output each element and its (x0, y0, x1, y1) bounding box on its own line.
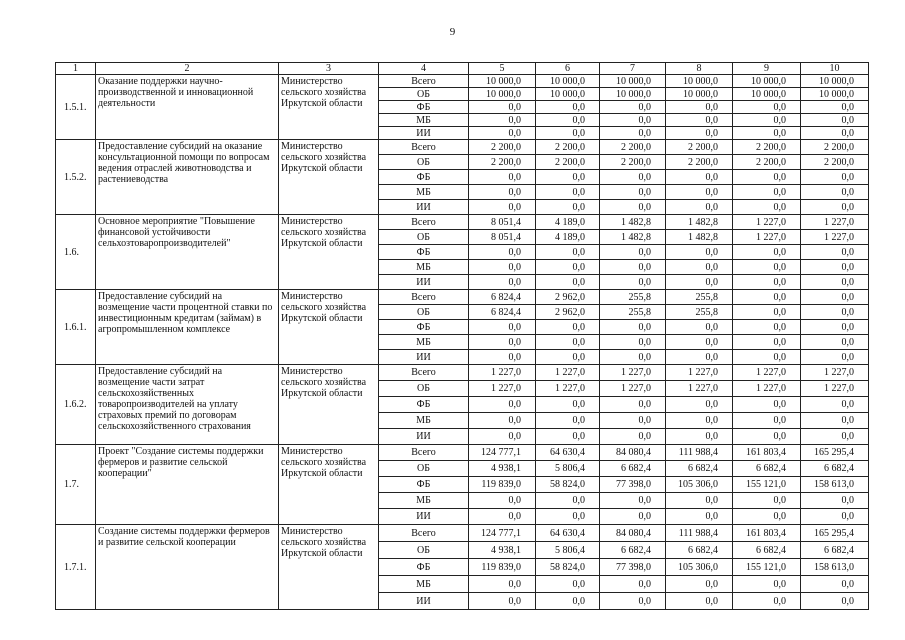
item-name-cell: Основное мероприятие "Повышение финансовой устойчивости сельхозтоваропроизводителей" (96, 215, 279, 290)
item-number-cell: 1.5.1. (56, 75, 96, 140)
value-cell: 0,0 (536, 275, 600, 290)
table-row (56, 75, 869, 88)
funding-source-cell: Всего (379, 215, 469, 230)
value-cell: 0,0 (801, 397, 869, 413)
value-cell: 0,0 (733, 260, 801, 275)
value-cell: 10 000,0 (666, 75, 733, 88)
value-cell: 0,0 (600, 397, 666, 413)
value-cell: 0,0 (733, 320, 801, 335)
value-cell: 2 200,0 (536, 140, 600, 155)
value-cell: 0,0 (536, 114, 600, 127)
value-cell: 4 938,1 (469, 461, 536, 477)
funding-source-cell: ИИ (379, 593, 469, 610)
value-cell: 0,0 (801, 576, 869, 593)
value-cell: 0,0 (600, 127, 666, 140)
header-cell: 5 (469, 63, 536, 75)
value-cell: 0,0 (801, 429, 869, 445)
value-cell: 1 227,0 (801, 215, 869, 230)
value-cell: 0,0 (801, 260, 869, 275)
value-cell: 0,0 (666, 200, 733, 215)
value-cell: 64 630,4 (536, 525, 600, 542)
value-cell: 0,0 (733, 200, 801, 215)
value-cell: 2 200,0 (801, 155, 869, 170)
value-cell: 0,0 (733, 185, 801, 200)
value-cell: 161 803,4 (733, 525, 801, 542)
value-cell: 111 988,4 (666, 445, 733, 461)
value-cell: 2 200,0 (801, 140, 869, 155)
value-cell: 0,0 (536, 127, 600, 140)
value-cell: 0,0 (733, 305, 801, 320)
item-number-cell: 1.5.2. (56, 140, 96, 215)
value-cell: 1 482,8 (666, 230, 733, 245)
table-row (56, 215, 869, 230)
value-cell: 165 295,4 (801, 445, 869, 461)
funding-source-cell: ОБ (379, 461, 469, 477)
funding-source-cell: МБ (379, 493, 469, 509)
value-cell: 10 000,0 (469, 88, 536, 101)
funding-source-cell: МБ (379, 260, 469, 275)
value-cell: 1 227,0 (600, 381, 666, 397)
value-cell: 0,0 (801, 593, 869, 610)
value-cell: 0,0 (733, 509, 801, 525)
value-cell: 0,0 (600, 493, 666, 509)
value-cell: 0,0 (666, 350, 733, 365)
value-cell: 6 824,4 (469, 290, 536, 305)
table-row (56, 290, 869, 305)
value-cell: 6 682,4 (666, 542, 733, 559)
value-cell: 84 080,4 (600, 445, 666, 461)
funding-source-cell: ОБ (379, 230, 469, 245)
value-cell: 0,0 (801, 305, 869, 320)
responsible-agency-cell: Министерство сельского хозяйства Иркутской области (279, 215, 379, 290)
value-cell: 0,0 (733, 593, 801, 610)
value-cell: 0,0 (801, 320, 869, 335)
value-cell: 0,0 (469, 275, 536, 290)
value-cell: 0,0 (536, 335, 600, 350)
value-cell: 0,0 (733, 245, 801, 260)
value-cell: 0,0 (666, 185, 733, 200)
value-cell: 0,0 (469, 185, 536, 200)
value-cell: 0,0 (600, 429, 666, 445)
value-cell: 0,0 (733, 114, 801, 127)
value-cell: 111 988,4 (666, 525, 733, 542)
value-cell: 1 482,8 (666, 215, 733, 230)
value-cell: 0,0 (801, 509, 869, 525)
value-cell: 0,0 (600, 245, 666, 260)
value-cell: 10 000,0 (536, 88, 600, 101)
value-cell: 0,0 (536, 170, 600, 185)
value-cell: 0,0 (600, 200, 666, 215)
funding-source-cell: ФБ (379, 559, 469, 576)
value-cell: 0,0 (469, 101, 536, 114)
value-cell: 0,0 (733, 493, 801, 509)
value-cell: 0,0 (469, 170, 536, 185)
item-number-cell: 1.6.1. (56, 290, 96, 365)
value-cell: 0,0 (801, 185, 869, 200)
value-cell: 0,0 (469, 127, 536, 140)
responsible-agency-cell: Министерство сельского хозяйства Иркутской области (279, 445, 379, 525)
value-cell: 2 962,0 (536, 290, 600, 305)
responsible-agency-cell: Министерство сельского хозяйства Иркутской области (279, 75, 379, 140)
value-cell: 1 227,0 (600, 365, 666, 381)
value-cell: 0,0 (600, 260, 666, 275)
value-cell: 0,0 (600, 114, 666, 127)
table-body (56, 63, 869, 610)
value-cell: 0,0 (536, 260, 600, 275)
value-cell: 0,0 (666, 260, 733, 275)
value-cell: 0,0 (666, 493, 733, 509)
item-name-cell: Создание системы поддержки фермеров и развитие сельской кооперации (96, 525, 279, 610)
value-cell: 6 682,4 (600, 542, 666, 559)
header-cell: 2 (96, 63, 279, 75)
item-name-cell: Предоставление субсидий на оказание консультационной помощи по вопросам ведения отраслей животноводства и растениеводства (96, 140, 279, 215)
value-cell: 0,0 (666, 397, 733, 413)
value-cell: 0,0 (536, 350, 600, 365)
value-cell: 0,0 (600, 593, 666, 610)
value-cell: 0,0 (536, 509, 600, 525)
value-cell: 6 682,4 (733, 461, 801, 477)
value-cell: 0,0 (666, 576, 733, 593)
value-cell: 124 777,1 (469, 525, 536, 542)
value-cell: 1 227,0 (733, 230, 801, 245)
value-cell: 0,0 (666, 509, 733, 525)
value-cell: 0,0 (733, 429, 801, 445)
header-cell: 10 (801, 63, 869, 75)
funding-source-cell: ИИ (379, 275, 469, 290)
value-cell: 0,0 (666, 114, 733, 127)
value-cell: 105 306,0 (666, 559, 733, 576)
value-cell: 0,0 (666, 593, 733, 610)
value-cell: 1 227,0 (733, 365, 801, 381)
value-cell: 0,0 (469, 413, 536, 429)
value-cell: 0,0 (469, 335, 536, 350)
header-cell: 4 (379, 63, 469, 75)
value-cell: 10 000,0 (733, 88, 801, 101)
value-cell: 0,0 (536, 320, 600, 335)
value-cell: 0,0 (801, 170, 869, 185)
value-cell: 10 000,0 (600, 75, 666, 88)
value-cell: 155 121,0 (733, 559, 801, 576)
value-cell: 0,0 (733, 101, 801, 114)
value-cell: 0,0 (666, 275, 733, 290)
funding-source-cell: Всего (379, 525, 469, 542)
value-cell: 0,0 (801, 200, 869, 215)
value-cell: 119 839,0 (469, 559, 536, 576)
value-cell: 0,0 (801, 127, 869, 140)
responsible-agency-cell: Министерство сельского хозяйства Иркутской области (279, 290, 379, 365)
funding-source-cell: МБ (379, 185, 469, 200)
value-cell: 0,0 (733, 413, 801, 429)
funding-source-cell: МБ (379, 413, 469, 429)
value-cell: 0,0 (666, 127, 733, 140)
responsible-agency-cell: Министерство сельского хозяйства Иркутской области (279, 140, 379, 215)
value-cell: 2 200,0 (600, 155, 666, 170)
value-cell: 0,0 (666, 335, 733, 350)
value-cell: 0,0 (469, 200, 536, 215)
value-cell: 0,0 (469, 350, 536, 365)
value-cell: 4 189,0 (536, 215, 600, 230)
value-cell: 0,0 (733, 335, 801, 350)
value-cell: 0,0 (536, 200, 600, 215)
value-cell: 1 227,0 (801, 365, 869, 381)
value-cell: 77 398,0 (600, 559, 666, 576)
page-number: 9 (449, 26, 456, 38)
value-cell: 0,0 (600, 350, 666, 365)
value-cell: 155 121,0 (733, 477, 801, 493)
value-cell: 0,0 (666, 170, 733, 185)
funding-source-cell: ИИ (379, 200, 469, 215)
value-cell: 5 806,4 (536, 542, 600, 559)
funding-source-cell: Всего (379, 445, 469, 461)
value-cell: 0,0 (600, 185, 666, 200)
value-cell: 0,0 (600, 413, 666, 429)
value-cell: 0,0 (469, 593, 536, 610)
value-cell: 0,0 (469, 320, 536, 335)
value-cell: 255,8 (666, 305, 733, 320)
value-cell: 58 824,0 (536, 477, 600, 493)
funding-source-cell: ОБ (379, 542, 469, 559)
value-cell: 8 051,4 (469, 230, 536, 245)
responsible-agency-cell: Министерство сельского хозяйства Иркутской области (279, 365, 379, 445)
budget-table (55, 62, 869, 610)
value-cell: 0,0 (536, 101, 600, 114)
funding-source-cell: МБ (379, 335, 469, 350)
value-cell: 165 295,4 (801, 525, 869, 542)
value-cell: 8 051,4 (469, 215, 536, 230)
item-name-cell: Предоставление субсидий на возмещение части процентной ставки по инвестиционным кредитам (займам) в агропромышленном комплексе (96, 290, 279, 365)
value-cell: 6 824,4 (469, 305, 536, 320)
value-cell: 255,8 (600, 305, 666, 320)
value-cell: 1 482,8 (600, 215, 666, 230)
value-cell: 1 482,8 (600, 230, 666, 245)
value-cell: 158 613,0 (801, 559, 869, 576)
value-cell: 0,0 (801, 275, 869, 290)
value-cell: 0,0 (733, 576, 801, 593)
item-number-cell: 1.7. (56, 445, 96, 525)
value-cell: 0,0 (600, 576, 666, 593)
value-cell: 0,0 (666, 320, 733, 335)
value-cell: 2 200,0 (536, 155, 600, 170)
value-cell: 124 777,1 (469, 445, 536, 461)
funding-source-cell: ИИ (379, 509, 469, 525)
header-cell: 3 (279, 63, 379, 75)
value-cell: 10 000,0 (801, 88, 869, 101)
table-row (56, 445, 869, 461)
value-cell: 0,0 (733, 350, 801, 365)
value-cell: 255,8 (600, 290, 666, 305)
header-cell: 7 (600, 63, 666, 75)
value-cell: 6 682,4 (600, 461, 666, 477)
value-cell: 0,0 (600, 335, 666, 350)
header-cell: 1 (56, 63, 96, 75)
value-cell: 0,0 (733, 170, 801, 185)
funding-source-cell: ИИ (379, 350, 469, 365)
value-cell: 10 000,0 (536, 75, 600, 88)
value-cell: 0,0 (469, 509, 536, 525)
funding-source-cell: Всего (379, 290, 469, 305)
value-cell: 0,0 (733, 127, 801, 140)
value-cell: 0,0 (801, 245, 869, 260)
table-row (56, 140, 869, 155)
value-cell: 0,0 (801, 114, 869, 127)
funding-source-cell: ОБ (379, 305, 469, 320)
item-name-cell: Оказание поддержки научно-производственной и инновационной деятельности (96, 75, 279, 140)
value-cell: 0,0 (600, 275, 666, 290)
responsible-agency-cell: Министерство сельского хозяйства Иркутской области (279, 525, 379, 610)
header-cell: 9 (733, 63, 801, 75)
value-cell: 1 227,0 (733, 215, 801, 230)
value-cell: 105 306,0 (666, 477, 733, 493)
value-cell: 0,0 (666, 101, 733, 114)
value-cell: 5 806,4 (536, 461, 600, 477)
value-cell: 0,0 (469, 576, 536, 593)
funding-source-cell: МБ (379, 576, 469, 593)
value-cell: 0,0 (801, 335, 869, 350)
funding-source-cell: ФБ (379, 245, 469, 260)
value-cell: 2 962,0 (536, 305, 600, 320)
item-number-cell: 1.6. (56, 215, 96, 290)
value-cell: 1 227,0 (666, 365, 733, 381)
value-cell: 1 227,0 (536, 365, 600, 381)
value-cell: 0,0 (536, 593, 600, 610)
value-cell: 0,0 (666, 413, 733, 429)
value-cell: 0,0 (536, 397, 600, 413)
value-cell: 0,0 (536, 429, 600, 445)
funding-source-cell: ФБ (379, 170, 469, 185)
value-cell: 10 000,0 (801, 75, 869, 88)
value-cell: 0,0 (469, 245, 536, 260)
funding-source-cell: Всего (379, 140, 469, 155)
value-cell: 6 682,4 (801, 542, 869, 559)
value-cell: 6 682,4 (666, 461, 733, 477)
value-cell: 1 227,0 (536, 381, 600, 397)
value-cell: 119 839,0 (469, 477, 536, 493)
value-cell: 1 227,0 (733, 381, 801, 397)
value-cell: 10 000,0 (666, 88, 733, 101)
value-cell: 0,0 (536, 576, 600, 593)
value-cell: 0,0 (733, 397, 801, 413)
value-cell: 255,8 (666, 290, 733, 305)
value-cell: 0,0 (536, 245, 600, 260)
value-cell: 0,0 (801, 493, 869, 509)
funding-source-cell: ФБ (379, 101, 469, 114)
value-cell: 10 000,0 (600, 88, 666, 101)
value-cell: 10 000,0 (469, 75, 536, 88)
value-cell: 0,0 (733, 275, 801, 290)
value-cell: 1 227,0 (469, 365, 536, 381)
header-row (56, 63, 869, 75)
value-cell: 77 398,0 (600, 477, 666, 493)
value-cell: 0,0 (801, 290, 869, 305)
header-cell: 6 (536, 63, 600, 75)
funding-source-cell: Всего (379, 365, 469, 381)
value-cell: 0,0 (801, 350, 869, 365)
value-cell: 158 613,0 (801, 477, 869, 493)
value-cell: 161 803,4 (733, 445, 801, 461)
value-cell: 10 000,0 (733, 75, 801, 88)
funding-source-cell: МБ (379, 114, 469, 127)
value-cell: 1 227,0 (801, 381, 869, 397)
value-cell: 1 227,0 (801, 230, 869, 245)
item-number-cell: 1.6.2. (56, 365, 96, 445)
table-row (56, 365, 869, 381)
value-cell: 0,0 (666, 245, 733, 260)
table-row (56, 525, 869, 542)
funding-source-cell: ИИ (379, 429, 469, 445)
value-cell: 2 200,0 (666, 140, 733, 155)
funding-source-cell: ФБ (379, 477, 469, 493)
value-cell: 6 682,4 (733, 542, 801, 559)
value-cell: 0,0 (600, 101, 666, 114)
value-cell: 0,0 (801, 413, 869, 429)
value-cell: 0,0 (469, 493, 536, 509)
funding-source-cell: ОБ (379, 381, 469, 397)
value-cell: 1 227,0 (666, 381, 733, 397)
funding-source-cell: ФБ (379, 397, 469, 413)
value-cell: 6 682,4 (801, 461, 869, 477)
value-cell: 0,0 (600, 170, 666, 185)
value-cell: 2 200,0 (600, 140, 666, 155)
value-cell: 0,0 (469, 429, 536, 445)
value-cell: 0,0 (536, 185, 600, 200)
funding-source-cell: ИИ (379, 127, 469, 140)
item-name-cell: Предоставление субсидий на возмещение части затрат сельскохозяйственных товаропроизводителей на уплату страховых премий по договорам сельскохозяйственного страхования (96, 365, 279, 445)
value-cell: 0,0 (733, 290, 801, 305)
value-cell: 0,0 (666, 429, 733, 445)
value-cell: 2 200,0 (733, 155, 801, 170)
funding-source-cell: ОБ (379, 88, 469, 101)
value-cell: 84 080,4 (600, 525, 666, 542)
value-cell: 2 200,0 (469, 140, 536, 155)
item-number-cell: 1.7.1. (56, 525, 96, 610)
value-cell: 0,0 (469, 114, 536, 127)
value-cell: 4 938,1 (469, 542, 536, 559)
value-cell: 58 824,0 (536, 559, 600, 576)
value-cell: 2 200,0 (469, 155, 536, 170)
header-cell: 8 (666, 63, 733, 75)
value-cell: 4 189,0 (536, 230, 600, 245)
value-cell: 2 200,0 (733, 140, 801, 155)
funding-source-cell: ОБ (379, 155, 469, 170)
value-cell: 0,0 (536, 413, 600, 429)
value-cell: 0,0 (600, 320, 666, 335)
value-cell: 0,0 (801, 101, 869, 114)
value-cell: 0,0 (469, 397, 536, 413)
value-cell: 2 200,0 (666, 155, 733, 170)
value-cell: 0,0 (600, 509, 666, 525)
funding-source-cell: Всего (379, 75, 469, 88)
value-cell: 1 227,0 (469, 381, 536, 397)
value-cell: 64 630,4 (536, 445, 600, 461)
value-cell: 0,0 (536, 493, 600, 509)
item-name-cell: Проект "Создание системы поддержки фермеров и развитие сельской кооперации" (96, 445, 279, 525)
funding-source-cell: ФБ (379, 320, 469, 335)
value-cell: 0,0 (469, 260, 536, 275)
